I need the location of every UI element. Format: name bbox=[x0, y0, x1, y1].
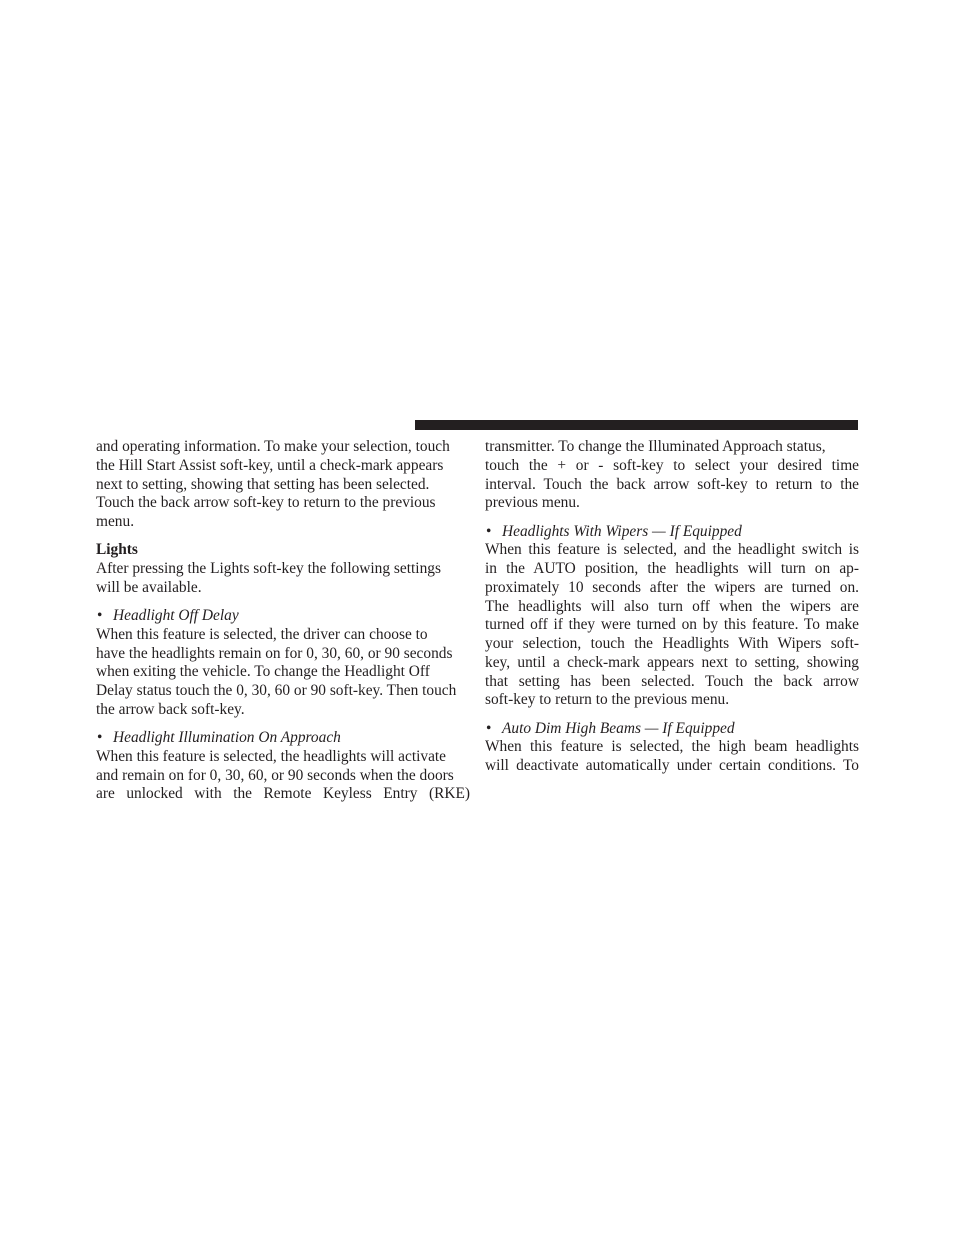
text-line: in the AUTO position, the headlights will turn on ap- bbox=[485, 560, 859, 577]
bullet-title: Headlight Illumination On Approach bbox=[113, 729, 341, 746]
bullet-title: Auto Dim High Beams — If Equipped bbox=[502, 719, 735, 737]
auto-dim-high-beams-paragraph bbox=[485, 738, 859, 776]
text-line: interval. Touch the back arrow soft-key to return to the bbox=[485, 475, 859, 493]
text-line: will deactivate automatically under certain conditions. To bbox=[485, 757, 859, 774]
intro-paragraph bbox=[96, 438, 470, 532]
headlight-illumination-paragraph bbox=[96, 748, 470, 804]
text-line: when exiting the vehicle. To change the Headlight Off bbox=[96, 663, 430, 681]
text-line: and operating information. To make your selection, touch bbox=[96, 438, 450, 455]
lights-intro-paragraph bbox=[96, 560, 470, 598]
right-column bbox=[485, 438, 859, 776]
text-line: are unlocked with the Remote Keyless Entry (RKE) bbox=[96, 785, 470, 803]
text-line: next to setting, showing that setting has been selected. bbox=[96, 475, 430, 493]
bullet-heading-headlights-with-wipers bbox=[485, 523, 859, 542]
text-line: Delay status touch the 0, 30, 60 or 90 soft-key. Then touch bbox=[96, 682, 457, 699]
bullet-icon: • bbox=[97, 607, 103, 624]
bullet-heading-headlight-illumination bbox=[96, 729, 470, 748]
text-line: the arrow back soft-key. bbox=[96, 700, 245, 718]
text-line: your selection, touch the Headlights With Wipers soft- bbox=[485, 635, 859, 652]
text-line: The headlights will also turn off when the wipers are bbox=[485, 597, 859, 615]
lights-heading: Lights bbox=[96, 541, 138, 559]
bullet-icon: • bbox=[486, 522, 492, 540]
left-column bbox=[96, 438, 470, 804]
text-line: soft-key to return to the previous menu. bbox=[485, 691, 730, 709]
text-line: menu. bbox=[96, 513, 135, 530]
text-line: and remain on for 0, 30, 60, or 90 seconds when the doors bbox=[96, 766, 454, 784]
header-rule bbox=[415, 420, 858, 430]
bullet-icon: • bbox=[97, 729, 103, 746]
text-line: the Hill Start Assist soft-key, until a check-mark appears bbox=[96, 456, 444, 474]
headlights-with-wipers-paragraph bbox=[485, 541, 859, 710]
headlight-off-delay-paragraph bbox=[96, 626, 470, 720]
bullet-title: Headlights With Wipers — If Equipped bbox=[502, 522, 742, 540]
text-line: turned off if they were turned on by this feature. To make bbox=[485, 616, 859, 634]
text-line: After pressing the Lights soft-key the following settings bbox=[96, 560, 441, 577]
text-line: When this feature is selected, and the headlight switch is bbox=[485, 541, 859, 559]
text-line: key, until a check-mark appears next to setting, showing bbox=[485, 653, 859, 671]
text-line: When this feature is selected, the driver can choose to bbox=[96, 625, 428, 643]
text-line: Touch the back arrow soft-key to return to the previous bbox=[96, 494, 436, 512]
text-line: have the headlights remain on for 0, 30, 60, or 90 seconds bbox=[96, 644, 453, 662]
bullet-title: Headlight Off Delay bbox=[113, 607, 239, 624]
text-line: touch the + or - soft-key to select your desired time bbox=[485, 456, 859, 474]
bullet-heading-headlight-off-delay bbox=[96, 607, 470, 626]
text-line: When this feature is selected, the headlights will activate bbox=[96, 747, 447, 765]
bullet-icon: • bbox=[486, 719, 492, 737]
bullet-heading-auto-dim-high-beams bbox=[485, 720, 859, 739]
text-line: that setting has been selected. Touch the back arrow bbox=[485, 672, 859, 690]
text-line: proximately 10 seconds after the wipers are turned on. bbox=[485, 578, 859, 596]
text-line: transmitter. To change the Illuminated Approach status, bbox=[485, 438, 826, 455]
text-line: previous menu. bbox=[485, 494, 580, 512]
text-line: When this feature is selected, the high beam headlights bbox=[485, 738, 859, 756]
text-line: will be available. bbox=[96, 578, 202, 596]
continued-paragraph bbox=[485, 438, 859, 513]
